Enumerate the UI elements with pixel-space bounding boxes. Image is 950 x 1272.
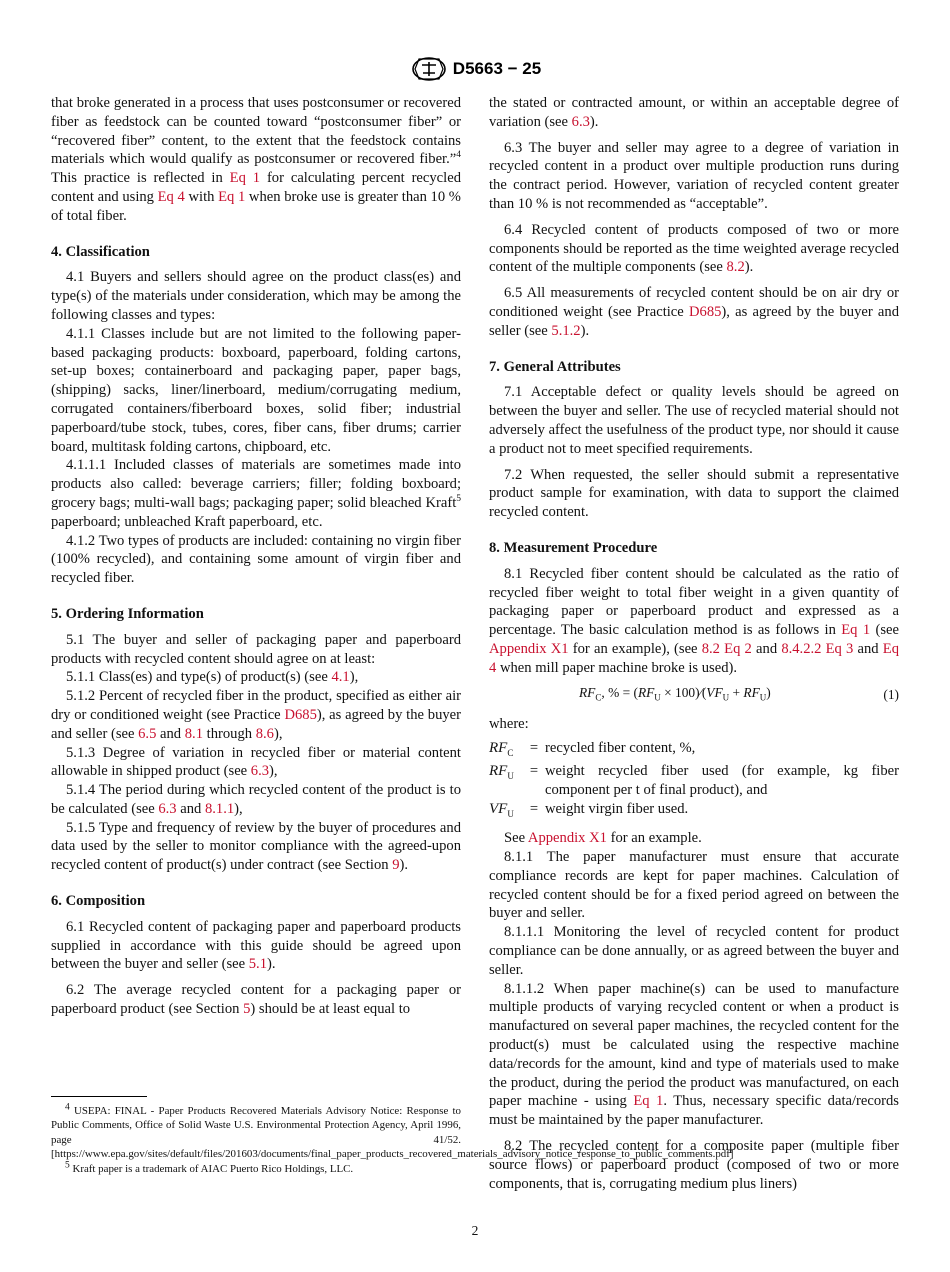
paragraph-6-3: 6.3 The buyer and seller may agree to a degree of variation in recycled content in a product over multiple production runs during the contract period. However, variation of recycled content greater than 10 % is not recommended as “acceptable”. bbox=[489, 139, 899, 212]
section-link[interactable]: 9 bbox=[392, 857, 400, 874]
definition-equals: = bbox=[529, 763, 539, 780]
appendix-link[interactable]: Appendix X1 bbox=[489, 640, 569, 657]
section-link[interactable]: 8.2 bbox=[726, 259, 745, 276]
paragraph-8-2: 8.2 The recycled content for a composite paper (multiple fiber source flows) or paperboard product (composed of two or more components, that is, corrugating medium plus liners) bbox=[489, 1137, 899, 1192]
section-heading-classification: 4. Classification bbox=[51, 243, 150, 260]
paragraph-5-1-2: 5.1.2 Percent of recycled fiber in the product, specified as either air dry or conditioned weight (see Practice D685), as agreed by the buyer and seller (see 6.5 and 8.1 through 8.6), bbox=[51, 688, 462, 742]
paragraph-5-1-4: 5.1.4 The period during which recycled content of the product is to be calculated (see 6.3 and 8.1.1), bbox=[51, 782, 461, 817]
section-heading-measurement: 8. Measurement Procedure bbox=[489, 539, 658, 556]
eq1-link[interactable]: Eq 1 bbox=[633, 1093, 664, 1110]
paragraph-4-1-1: 4.1.1 Classes include but are not limited to the following paper-based packaging products: boxboard, paperboard, folding cartons, set-up boxes; containerboard and packaging paper, paper bags, (shipping) sacks, liner/linerboard, medium/corrugating medium, corrugated containers/fiberboard boxes, solid fiber; industrial paperboard/tube stock, tubes, cores, fiber cans, fiber drums; carrier board, multitask folding cartons, chipboard, etc. bbox=[51, 325, 461, 455]
section-link[interactable]: 6.3 bbox=[158, 800, 177, 817]
eq1-link[interactable]: Eq 1 bbox=[841, 622, 871, 639]
definition-equals: = bbox=[529, 800, 539, 817]
practice-link[interactable]: D685 bbox=[688, 303, 722, 320]
appendix-link[interactable]: Appendix X1 bbox=[527, 830, 607, 847]
equation-formula: $RF_C$, % = ($RF_U$ × $100)⁄(VF_U + RF_U)$ bbox=[579, 684, 771, 703]
eq1-link[interactable]: Eq 1 bbox=[229, 170, 261, 187]
paragraph-8-1-1-2: 8.1.1.2 When paper machine(s) can be used to manufacture multiple products of varying recycled content or when a product is manufactured on several paper machines, the recycled content for the product(s) must be calculated using the respective machine data/records for the amount, kind and type of materials used to make the product, during the period the product was manufactured, on each paper machine - using Eq 1. Thus, necessary specific data/records must be maintained by the paper manufacturer. bbox=[489, 980, 899, 1129]
footnotes bbox=[51, 1102, 734, 1176]
definition-symbol: $VF_U$ bbox=[489, 800, 514, 819]
paragraph-8-1: 8.1 Recycled fiber content should be calculated as the ratio of recycled fiber weight to total fiber weight in a given quantity of packaging paper or paperboard product and expressed as a percentage. The basic calculation method is as follows in Eq 1 (see Appendix X1 for an example), (see 8.2 Eq 2 and 8.4.2.2 Eq 3 and Eq 4 when mill paper machine broke is used). bbox=[489, 565, 899, 676]
definition-text: weight virgin fiber used. bbox=[545, 800, 689, 817]
paragraph-6-2: 6.2 The average recycled content for a packaging paper or paperboard product (see Section 5) should be at least equal to bbox=[51, 982, 461, 1018]
practice-link[interactable]: D685 bbox=[284, 706, 317, 723]
definition-text: weight recycled fiber used (for example, kg fiber component per t of final product), and bbox=[545, 763, 899, 798]
paragraph-5-1-1: 5.1.1 Class(es) and type(s) of product(s) (see 4.1), bbox=[66, 669, 359, 686]
section-heading-composition: 6. Composition bbox=[51, 893, 146, 910]
section-link[interactable]: 5.1.2 bbox=[551, 322, 581, 339]
section-heading-ordering: 5. Ordering Information bbox=[51, 605, 204, 622]
where-label: where: bbox=[489, 715, 529, 732]
eq2-link[interactable]: 8.2 Eq 2 bbox=[701, 640, 752, 657]
paragraph-7-1: 7.1 Acceptable defect or quality levels should be agreed on between the buyer and seller. The use of recycled material should not adversely affect the usefulness of the product type, nor should it cause a product not to meet specified requirements. bbox=[489, 384, 899, 457]
definition-symbol: $RF_U$ bbox=[489, 763, 514, 782]
right-column bbox=[489, 94, 899, 1193]
section-link[interactable]: 4.1 bbox=[331, 669, 350, 686]
paragraph-4-1-2: 4.1.2 Two types of products are included: containing no virgin fiber (100% recycled), and containing some amount of virgin fiber and recycled fiber. bbox=[51, 532, 461, 587]
section-link[interactable]: 6.5 bbox=[138, 725, 157, 742]
footnote-ref[interactable]: 4 bbox=[456, 150, 461, 161]
definition-equals: = bbox=[529, 739, 539, 756]
definition-row bbox=[489, 739, 899, 763]
eq4-link[interactable]: Eq 4 bbox=[157, 188, 185, 205]
definition-row bbox=[489, 762, 899, 799]
paragraph-4-1: 4.1 Buyers and sellers should agree on the product class(es) and type(s) of the materials under consideration, which may be among the following classes and types: bbox=[51, 269, 461, 323]
footnote-ref[interactable]: 5 bbox=[456, 494, 461, 505]
paragraph-6-5: 6.5 All measurements of recycled content should be on air dry or conditioned weight (see Practice D685), as agreed by the buyer and seller (see 5.1.2). bbox=[489, 285, 899, 339]
definition-text: recycled fiber content, %, bbox=[545, 739, 696, 756]
paragraph-8-1-1: 8.1.1 The paper manufacturer must ensure that accurate compliance records are kept for paper machines. Calculation of recycled content should be for a fixed period agreed on between the buyer and seller. bbox=[489, 848, 899, 922]
paragraph-6-1: 6.1 Recycled content of packaging paper and paperboard products supplied in accordance with this guide should be agreed upon between the buyer and seller (see 5.1). bbox=[51, 918, 461, 973]
astm-logo-icon bbox=[409, 56, 449, 82]
section-link[interactable]: 8.6 bbox=[255, 725, 274, 742]
intro-paragraph: that broke generated in a process that uses postconsumer or recovered fiber as feedstock can be counted toward “postconsumer fiber” or “recovered fiber” content, to the extent that the feedstock contains materials which would qualify as postconsumer or recovered fiber.”$^4$ This practice is reflected in Eq 1 for calculating percent recycled content and using Eq 4 with Eq 1 when broke use is greater than 10 % of total fiber. bbox=[51, 95, 461, 224]
paragraph-8-1-1-1: 8.1.1.1 Monitoring the level of recycled content for product compliance can be done annually, or as agreed between the buyer and seller. bbox=[489, 924, 899, 978]
equation-number: (1) bbox=[883, 686, 899, 702]
section-link[interactable]: 8.1 bbox=[184, 725, 203, 742]
section-link[interactable]: 5 bbox=[243, 1001, 251, 1018]
paragraph-5-1-3: 5.1.3 Degree of variation in recycled fiber or material content allowable in shipped product (see 6.3), bbox=[51, 744, 461, 780]
paragraph-6-4: 6.4 Recycled content of products composed of two or more components should be reported as the time weighted average recycled content of the multiple components (see 8.2). bbox=[489, 221, 899, 276]
paragraph-4-1-1-1: 4.1.1.1 Included classes of materials are sometimes made into products also called: beverage carriers; filler; folding boxboard; grocery bags; multi-wall bags; packaging paper; solid bleached Kraft$^5$ paperboard; unbleached Kraft paperboard, etc. bbox=[51, 457, 461, 530]
section-heading-general-attributes: 7. General Attributes bbox=[489, 358, 621, 375]
eq1-link[interactable]: Eq 1 bbox=[218, 188, 246, 205]
page-number: 2 bbox=[471, 1223, 479, 1238]
section-link[interactable]: 8.1.1 bbox=[204, 800, 235, 817]
section-link[interactable]: 5.1 bbox=[248, 956, 267, 973]
paragraph-6-2-continued: the stated or contracted amount, or within an acceptable degree of variation (see 6.3). bbox=[489, 95, 899, 130]
page-header bbox=[0, 56, 950, 82]
footnote-5: $^5$ Kraft paper is a trademark of AIAC Puerto Rico Holdings, LLC. bbox=[65, 1160, 354, 1175]
footnote-divider bbox=[51, 1096, 147, 1097]
see-appendix-note: See Appendix X1 for an example. bbox=[504, 830, 702, 847]
definition-row bbox=[489, 800, 899, 824]
variable-definitions bbox=[489, 739, 899, 823]
paragraph-5-1-5: 5.1.5 Type and frequency of review by the buyer of procedures and data used by the seller to monitor compliance with the agreed-upon recycled content of product(s) under contract (see Section 9). bbox=[51, 819, 461, 874]
section-link[interactable]: 6.3 bbox=[250, 763, 270, 780]
equation-1 bbox=[489, 684, 899, 707]
paragraph-5-1: 5.1 The buyer and seller of packaging paper and paperboard products with recycled content should agree on at least: bbox=[51, 631, 461, 667]
standard-designation: D5663 − 25 bbox=[452, 59, 542, 78]
left-column bbox=[51, 94, 461, 1019]
definition-symbol: $RF_C$ bbox=[489, 739, 514, 758]
section-link[interactable]: 6.3 bbox=[571, 113, 590, 130]
paragraph-7-2: 7.2 When requested, the seller should submit a representative product sample for examination, with data to support the claimed recycled content. bbox=[489, 466, 899, 521]
eq3-link[interactable]: 8.4.2.2 Eq 3 bbox=[781, 640, 854, 657]
eq4-link[interactable]: Eq 4 bbox=[489, 640, 899, 676]
footnote-4: $^4$ USEPA: FINAL - Paper Products Recovered Materials Advisory Notice: Response to Public Comments, Office of Solid Waste U.S. Environmental Protection Agency, April 1996, page 41/52. [https://www.epa.gov/sites/default/files/201603/documents/final_paper_products_recovered_materials_advisory_notice_response_to_public_comments.pdf] bbox=[51, 1102, 734, 1161]
